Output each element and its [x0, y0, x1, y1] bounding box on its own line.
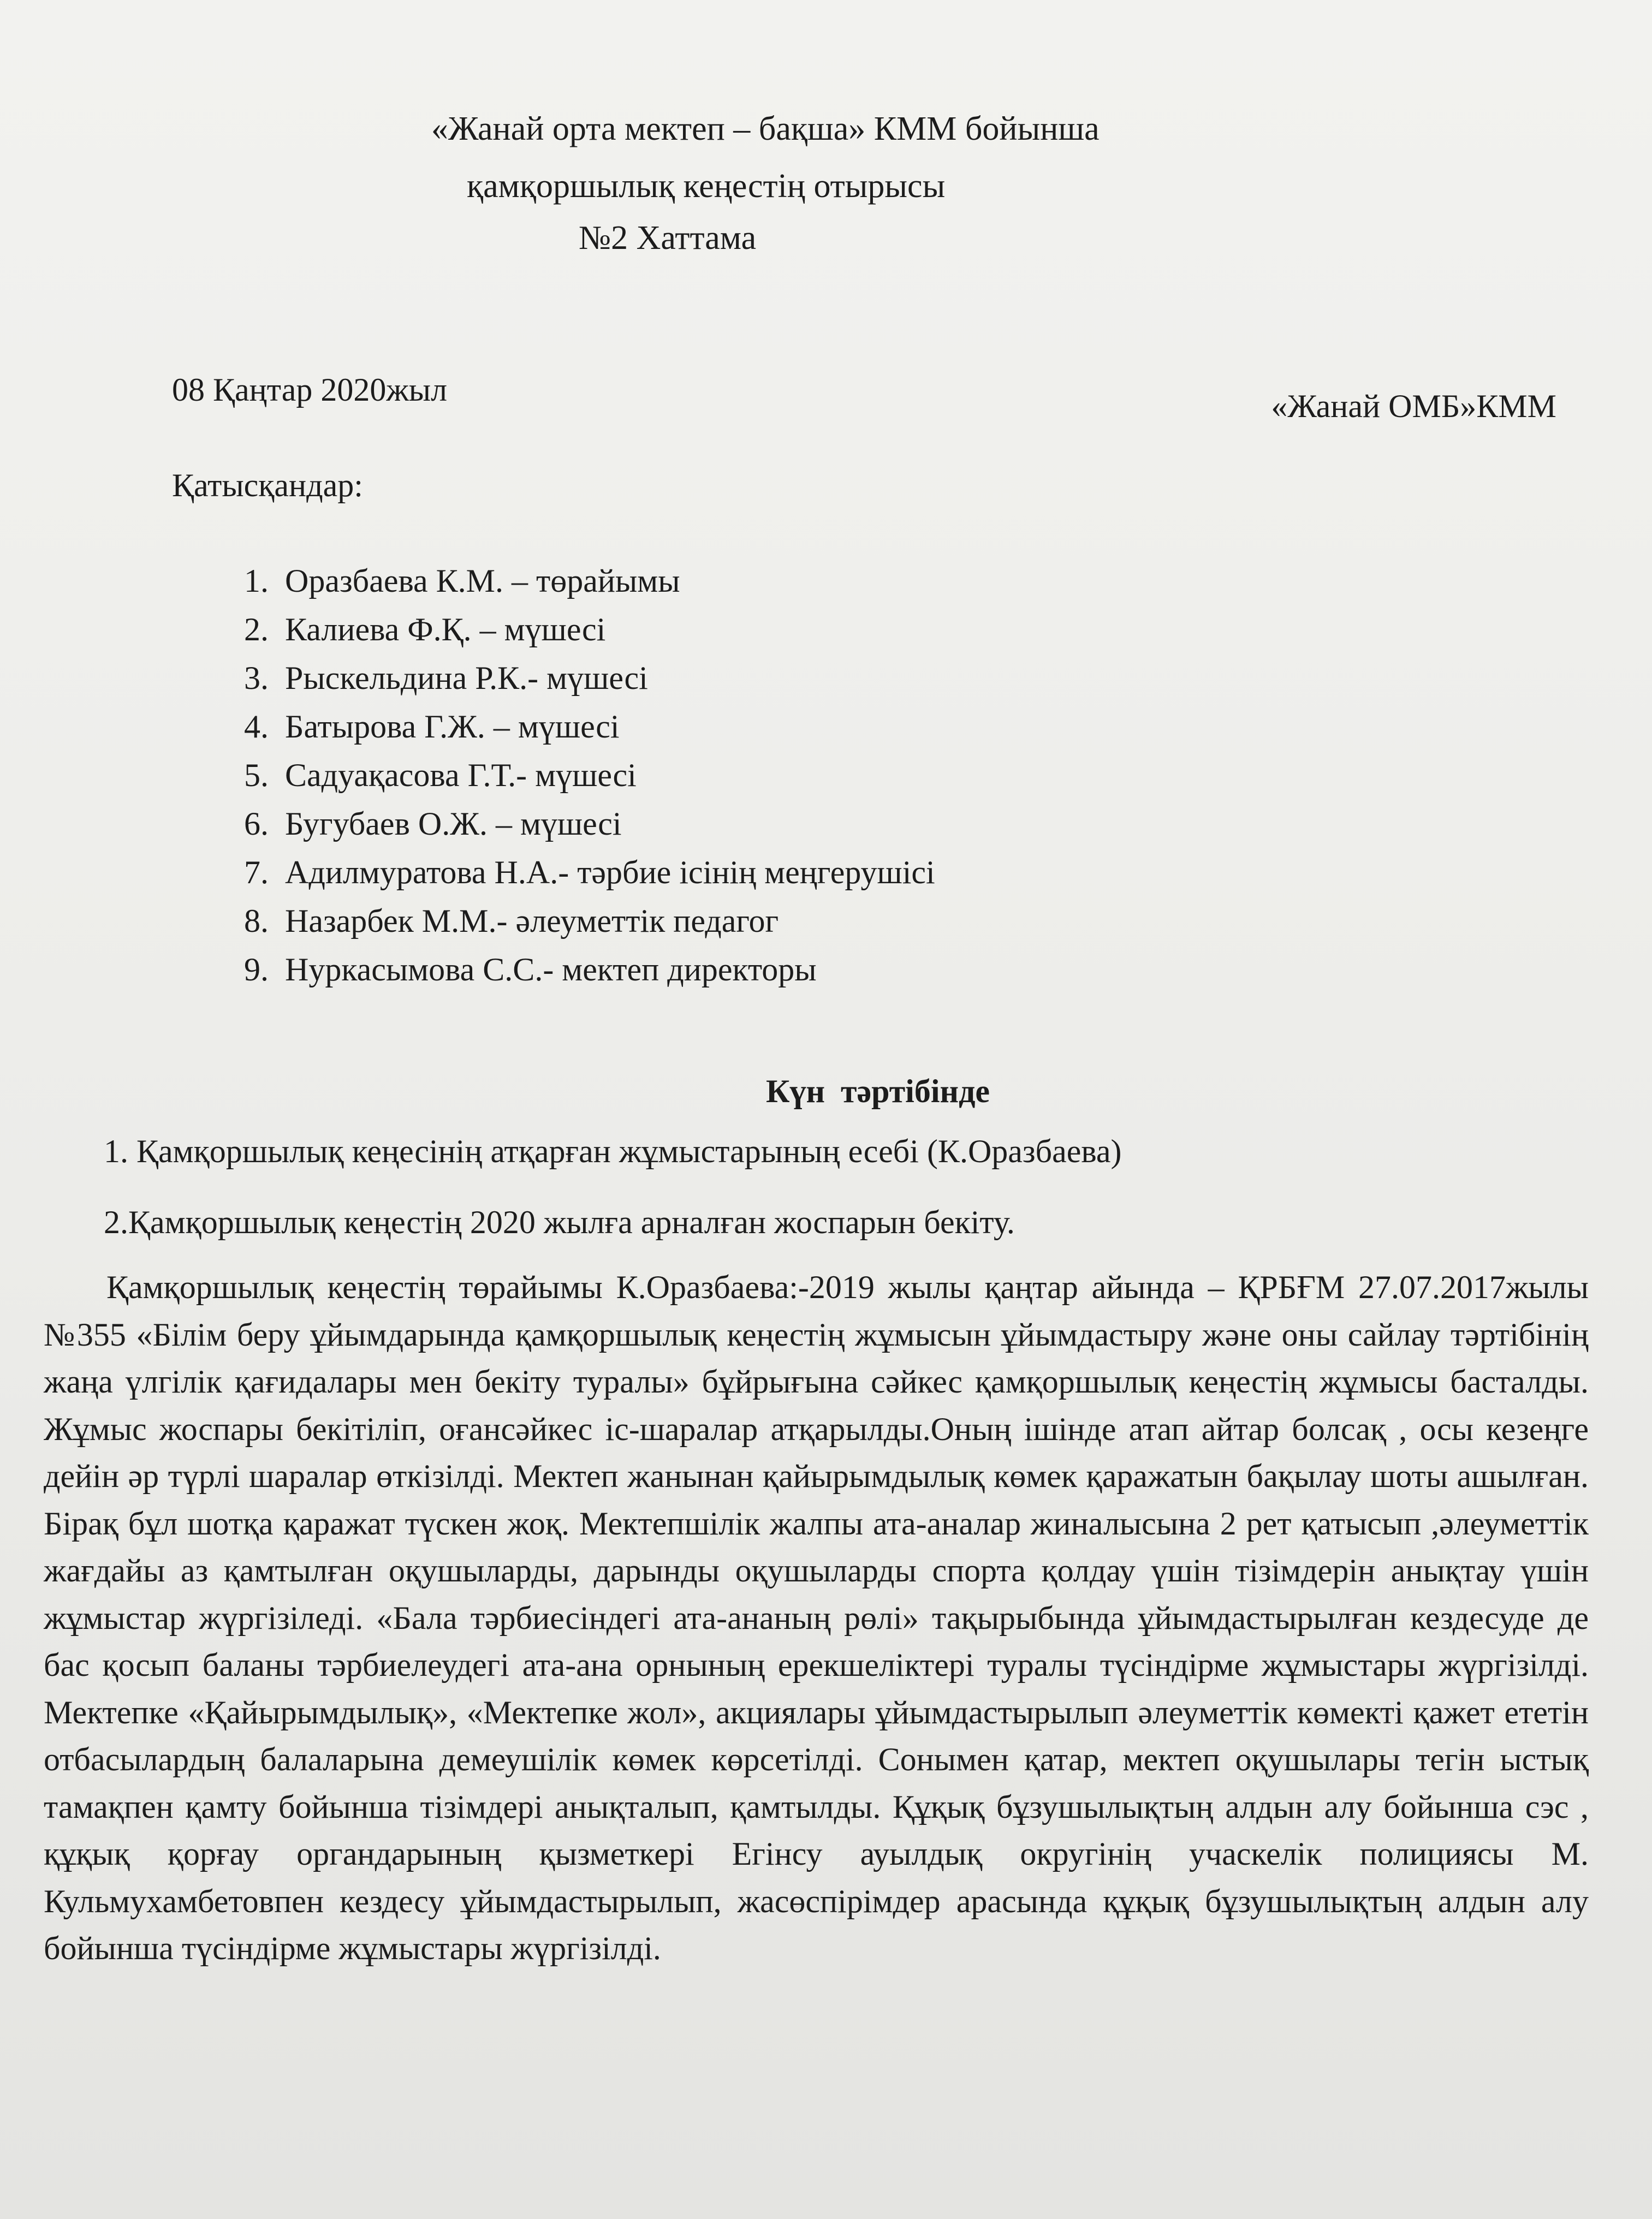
- attendees-list: [218, 557, 935, 994]
- attendee-number: 5.: [244, 757, 269, 793]
- attendee-item: [218, 703, 935, 751]
- attendee-item: [218, 848, 935, 897]
- attendee-text: Оразбаева К.М. – төрайымы: [285, 563, 680, 599]
- attendee-item: [218, 654, 935, 703]
- meeting-date: 08 Қаңтар 2020жыл: [172, 372, 448, 408]
- attendee-number: 8.: [244, 903, 269, 939]
- report-paragraph: Қамқоршылық кеңестің төрайымы К.Оразбаева:-2019 жылы қаңтар айында – ҚРБҒМ 27.07.2017жылы №355 «Білім беру ұйымдарында қамқоршылық кеңестің жұмысын ұйымдастыру және оны сайлау тәртібінің жаңа үлгілік қағидалары мен бекіту туралы» бұйрығына сәйкес қамқоршылық кеңестің жұмысы басталды. Жұмыс жоспары бекітіліп, оғансәйкес іс-шаралар атқарылды.Оның ішінде атап айтар болсақ , осы кезеңге дейін әр түрлі шаралар өткізілді. Мектеп жанынан қайырымдылық көмек қаражатын бақылау шоты ашылған. Бірақ бұл шотқа қаражат түскен жоқ. Мектепшілік жалпы ата-аналар жиналысына 2 рет қатысып ,әлеуметтік жағдайы аз қамтылған оқушыларды, дарынды оқушыларды спорта қолдау үшін тізімдерін анықтау үшін жұмыстар жүргізіледі. «Бала тәрбиесіндегі ата-ананың рөлі» тақырыбында ұйымдастырылған кездесуде де бас қосып баланы тәрбиелеудегі ата-ана орнының ерекшеліктері туралы түсіндірме жұмыстары жүргізілді. Мектепке «Қайырымдылық», «Мектепке жол», акциялары ұйымдастырылып әлеуметтік көмекті қажет ететін отбасылардың балаларына демеушілік көмек көрсетілді. Сонымен қатар, мектеп оқушылары тегін ыстық тамақпен қамту бойынша тізімдері анықталып, қамтылды. Құқық бұзушылықтың алдын алу бойынша сэс , құқық қорғау органдарының қызметкері Егінсу ауылдық округінің учаскелік полициясы М. Кульмухамбетовпен кездесу ұйымдастырылып, жасөспірімдер арасында құқық бұзушылықтың алдын алу бойынша түсіндірме жұмыстары жүргізілді.: [44, 1269, 1589, 1966]
- attendee-text: Бугубаев О.Ж. – мүшесі: [285, 806, 622, 842]
- attendee-item: [218, 897, 935, 945]
- attendee-number: 9.: [244, 951, 269, 987]
- attendee-number: 4.: [244, 709, 269, 745]
- attendee-number: 1.: [244, 563, 269, 599]
- attendee-number: 3.: [244, 660, 269, 696]
- attendee-text: Рыскельдина Р.К.- мүшесі: [285, 660, 648, 696]
- attendee-number: 6.: [244, 806, 269, 842]
- attendee-text: Нуркасымова С.С.- мектеп директоры: [285, 951, 817, 987]
- document-header-line-2: қамқоршылық кеңестің отырысы: [467, 168, 946, 205]
- attendee-item: [218, 800, 935, 848]
- attendee-text: Батырова Г.Ж. – мүшесі: [285, 709, 620, 745]
- attendee-item: [218, 605, 935, 654]
- agenda-title: Күн тәртібінде: [765, 1073, 990, 1109]
- attendee-item: [218, 557, 935, 605]
- attendee-item: [218, 945, 935, 994]
- attendee-text: Калиева Ф.Қ. – мүшесі: [285, 611, 606, 647]
- attendee-item: [218, 751, 935, 800]
- attendee-text: Адилмуратова Н.А.- тәрбие ісінің меңгерушісі: [285, 854, 935, 890]
- attendee-number: 2.: [244, 611, 269, 647]
- document-header-line-1: «Жанай орта мектеп – бақша» КММ бойынша: [431, 110, 1100, 147]
- protocol-number: №2 Хаттама: [579, 219, 757, 257]
- attendee-text: Назарбек М.М.- әлеуметтік педагог: [285, 903, 779, 939]
- organization-name: «Жанай ОМБ»КММ: [1271, 388, 1556, 424]
- attendee-text: Садуақасова Г.Т.- мүшесі: [285, 757, 637, 793]
- attendees-label: Қатысқандар:: [172, 467, 363, 503]
- agenda-item-1: 1. Қамқоршылық кеңесінің атқарған жұмыстарының есебі (К.Оразбаева): [104, 1133, 1122, 1169]
- agenda-item-2: 2.Қамқоршылық кеңестің 2020 жылға арналған жоспарын бекіту.: [104, 1204, 1015, 1240]
- attendee-number: 7.: [244, 854, 269, 890]
